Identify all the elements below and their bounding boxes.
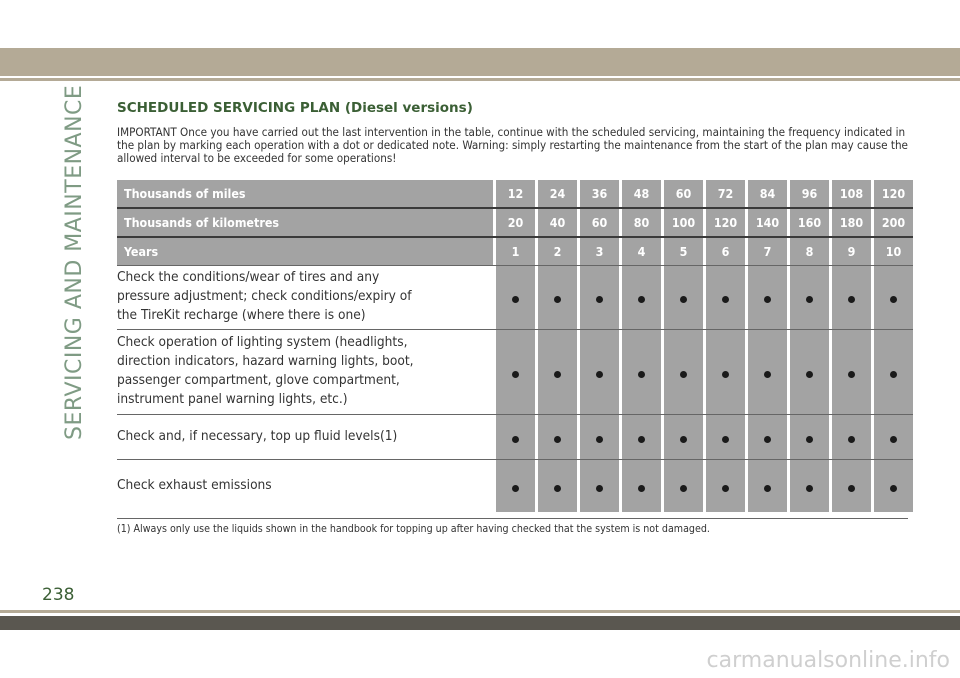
operation-cell xyxy=(748,415,787,460)
operation-cell xyxy=(538,460,577,513)
dot-icon xyxy=(848,371,855,378)
dot-icon xyxy=(890,436,897,443)
operation-cell xyxy=(748,460,787,513)
header-cell: 3 xyxy=(580,237,619,266)
header-cell: 108 xyxy=(832,180,871,208)
operation-cell xyxy=(832,330,871,415)
operation-cell xyxy=(622,460,661,513)
dot-icon xyxy=(848,296,855,303)
header-row-label: Thousands of miles xyxy=(117,180,493,208)
operation-cell xyxy=(664,460,703,513)
dot-icon xyxy=(806,436,813,443)
dot-icon xyxy=(764,296,771,303)
dot-icon xyxy=(722,371,729,378)
operation-cell xyxy=(580,460,619,513)
dot-icon xyxy=(680,485,687,492)
header-cell: 1 xyxy=(496,237,535,266)
operation-cell xyxy=(538,415,577,460)
dot-icon xyxy=(596,485,603,492)
header-cell: 10 xyxy=(874,237,913,266)
operation-cell xyxy=(496,266,535,330)
header-cell: 200 xyxy=(874,208,913,237)
dot-icon xyxy=(554,296,561,303)
header-row-label: Thousands of kilometres xyxy=(117,208,493,237)
top-decor-band xyxy=(0,48,960,76)
operation-label: Check operation of lighting system (headlights, direction indicators, hazard warning lights, boot, passenger compartment, glove compartment, instrument panel warning lights, etc.) xyxy=(117,330,493,415)
footnote: (1) Always only use the liquids shown in the handbook for topping up after having checked that the system is not damaged. xyxy=(117,518,908,535)
operation-cell xyxy=(706,415,745,460)
operation-cell xyxy=(496,330,535,415)
header-cell: 9 xyxy=(832,237,871,266)
dot-icon xyxy=(722,436,729,443)
operation-cell xyxy=(580,266,619,330)
dot-icon xyxy=(512,296,519,303)
bottom-decor-band xyxy=(0,616,960,630)
dot-icon xyxy=(806,371,813,378)
header-cell: 40 xyxy=(538,208,577,237)
dot-icon xyxy=(554,371,561,378)
dot-icon xyxy=(680,436,687,443)
header-cell: 120 xyxy=(874,180,913,208)
operation-row xyxy=(117,266,913,330)
page-number: 238 xyxy=(42,585,75,605)
dot-icon xyxy=(638,296,645,303)
operation-cell xyxy=(706,330,745,415)
dot-icon xyxy=(722,485,729,492)
watermark: carmanualsonline.info xyxy=(706,648,950,673)
header-cell: 2 xyxy=(538,237,577,266)
servicing-table xyxy=(117,180,913,512)
operation-cell xyxy=(538,266,577,330)
header-cell: 36 xyxy=(580,180,619,208)
dot-icon xyxy=(638,436,645,443)
header-row xyxy=(117,208,913,237)
operation-cell xyxy=(580,330,619,415)
header-cell: 60 xyxy=(664,180,703,208)
header-cell: 84 xyxy=(748,180,787,208)
dot-icon xyxy=(890,485,897,492)
dot-icon xyxy=(764,485,771,492)
dot-icon xyxy=(554,485,561,492)
header-cell: 7 xyxy=(748,237,787,266)
dot-icon xyxy=(638,371,645,378)
header-cell: 80 xyxy=(622,208,661,237)
operation-label: Check and, if necessary, top up fluid levels(1) xyxy=(117,415,493,460)
dot-icon xyxy=(722,296,729,303)
operation-label: Check the conditions/wear of tires and any pressure adjustment; check conditions/expiry of the TireKit recharge (where there is one) xyxy=(117,266,493,330)
operation-cell xyxy=(580,415,619,460)
operation-cell xyxy=(706,460,745,513)
operation-cell xyxy=(706,266,745,330)
dot-icon xyxy=(890,296,897,303)
operation-cell xyxy=(874,415,913,460)
page-heading: SCHEDULED SERVICING PLAN (Diesel versions) xyxy=(117,100,473,116)
dot-icon xyxy=(680,371,687,378)
operation-cell xyxy=(790,266,829,330)
dot-icon xyxy=(512,485,519,492)
dot-icon xyxy=(764,436,771,443)
section-title: SERVICING AND MAINTENANCE xyxy=(62,84,87,440)
operation-cell xyxy=(874,266,913,330)
operation-cell xyxy=(790,330,829,415)
dot-icon xyxy=(512,436,519,443)
operation-row xyxy=(117,460,913,513)
header-row xyxy=(117,237,913,266)
dot-icon xyxy=(680,296,687,303)
operation-cell xyxy=(622,330,661,415)
header-cell: 48 xyxy=(622,180,661,208)
dot-icon xyxy=(596,296,603,303)
header-cell: 8 xyxy=(790,237,829,266)
dot-icon xyxy=(512,371,519,378)
operation-row xyxy=(117,415,913,460)
header-cell: 100 xyxy=(664,208,703,237)
operation-cell xyxy=(832,460,871,513)
bottom-decor-line xyxy=(0,610,960,613)
top-decor-line xyxy=(0,78,960,81)
dot-icon xyxy=(554,436,561,443)
operation-cell xyxy=(790,415,829,460)
operation-cell xyxy=(622,266,661,330)
header-cell: 96 xyxy=(790,180,829,208)
servicing-table-body xyxy=(117,180,913,512)
dot-icon xyxy=(596,371,603,378)
page-content xyxy=(117,100,908,535)
header-row xyxy=(117,180,913,208)
operation-cell xyxy=(538,330,577,415)
operation-cell xyxy=(790,460,829,513)
dot-icon xyxy=(764,371,771,378)
operation-cell xyxy=(496,460,535,513)
dot-icon xyxy=(848,436,855,443)
operation-cell xyxy=(748,330,787,415)
header-cell: 72 xyxy=(706,180,745,208)
operation-cell xyxy=(664,415,703,460)
header-cell: 6 xyxy=(706,237,745,266)
dot-icon xyxy=(806,296,813,303)
operation-cell xyxy=(664,266,703,330)
operation-row xyxy=(117,330,913,415)
header-cell: 60 xyxy=(580,208,619,237)
header-row-label: Years xyxy=(117,237,493,266)
header-cell: 20 xyxy=(496,208,535,237)
header-cell: 180 xyxy=(832,208,871,237)
operation-cell xyxy=(832,266,871,330)
operation-cell xyxy=(832,415,871,460)
header-cell: 12 xyxy=(496,180,535,208)
operation-cell xyxy=(874,460,913,513)
header-cell: 24 xyxy=(538,180,577,208)
dot-icon xyxy=(638,485,645,492)
dot-icon xyxy=(596,436,603,443)
operation-cell xyxy=(622,415,661,460)
header-cell: 4 xyxy=(622,237,661,266)
dot-icon xyxy=(890,371,897,378)
operation-cell xyxy=(664,330,703,415)
important-note: IMPORTANT Once you have carried out the last intervention in the table, continue with the scheduled servicing, maintaining the frequency indicated in the plan by marking each operation with a dot or dedicated note. Warning: simply restarting the maintenance from the start of the plan may cause the allowed interval to be exceeded for some operations! xyxy=(117,125,908,165)
dot-icon xyxy=(806,485,813,492)
header-cell: 140 xyxy=(748,208,787,237)
operation-cell xyxy=(496,415,535,460)
dot-icon xyxy=(848,485,855,492)
header-cell: 120 xyxy=(706,208,745,237)
operation-cell xyxy=(874,330,913,415)
header-cell: 5 xyxy=(664,237,703,266)
operation-cell xyxy=(748,266,787,330)
header-cell: 160 xyxy=(790,208,829,237)
operation-label: Check exhaust emissions xyxy=(117,460,493,513)
